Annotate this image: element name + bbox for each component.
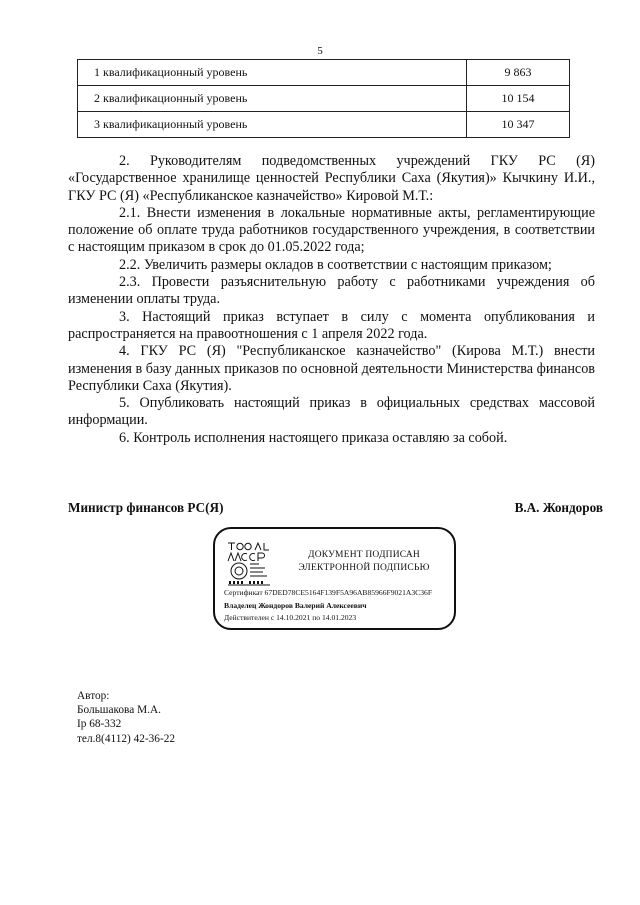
- paragraph-2: 2. Руководителям подведомственных учреждений ГКУ РС (Я) «Государственное хранилище ценностей Республики Саха (Якутия)» Кычкину И.И., ГКУ РС (Я) «Республиканское казначейство» Кировой М.Т.:: [68, 153, 595, 204]
- stamp-owner: Владелец Жондоров Валерий Алексеевич: [224, 600, 367, 610]
- author-phone-ext: Ip 68-332: [77, 718, 122, 731]
- page-number: 5: [317, 45, 323, 57]
- table-row: [78, 60, 570, 86]
- anniversary-logo-icon: [225, 538, 273, 588]
- paragraph-4: 4. ГКУ РС (Я) "Республиканское казначейство" (Кирова М.Т.) внести изменения в базу данных приказов по основной деятельности Министерства финансов Республики Саха (Якутия).: [68, 343, 595, 394]
- stamp-heading-line-1: ДОКУМЕНТ ПОДПИСАН: [308, 550, 420, 560]
- stamp-details: [224, 587, 456, 625]
- signatory-position: Министр финансов РС(Я): [68, 500, 224, 515]
- author-block: [77, 689, 175, 746]
- signature-row: [68, 500, 603, 516]
- table-cell-level: 1 квалификационный уровень: [78, 60, 467, 86]
- table-cell-level: 3 квалификационный уровень: [78, 112, 467, 138]
- paragraph-6: 6. Контроль исполнения настоящего приказа оставляю за собой.: [119, 429, 508, 446]
- author-label: Автор:: [77, 690, 110, 702]
- order-body: [68, 153, 595, 447]
- paragraph-3: 3. Настоящий приказ вступает в силу с момента опубликования и распространяется на правоотношения с 1 апреля 2022 года.: [68, 308, 595, 342]
- electronic-signature-stamp: [213, 527, 456, 630]
- table-row: [78, 86, 570, 112]
- paragraph-2-3: 2.3. Провести разъяснительную работу с работниками учреждения об изменении оплаты труда.: [68, 274, 595, 308]
- signatory-name: В.А. Жондоров: [514, 500, 603, 515]
- stamp-certificate: Сертификат 67DED78CE5164F139F5A96AB85966F9021A3C36F: [224, 588, 433, 597]
- stamp-validity: Действителен с 14.10.2021 по 14.01.2023: [224, 613, 357, 622]
- author-phone: тел.8(4112) 42-36-22: [77, 732, 175, 745]
- table-cell-level: 2 квалификационный уровень: [78, 86, 467, 112]
- table-row: [78, 112, 570, 138]
- stamp-heading-line-2: ЭЛЕКТРОННОЙ ПОДПИСЬЮ: [298, 562, 430, 573]
- salary-table: [77, 59, 570, 138]
- table-cell-amount: 10 154: [467, 86, 570, 112]
- paragraph-2-1: 2.1. Внести изменения в локальные нормативные акты, регламентирующие положение об оплате труда работников государственного учреждения, в соответствии с настоящим приказом в срок до 01.05.2022 года;: [68, 204, 595, 256]
- table-cell-amount: 9 863: [467, 60, 570, 86]
- table-cell-amount: 10 347: [467, 112, 570, 138]
- paragraph-2-2: 2.2. Увеличить размеры окладов в соответствии с настоящим приказом;: [119, 256, 552, 273]
- stamp-heading: [291, 549, 437, 574]
- paragraph-5: 5. Опубликовать настоящий приказ в официальных средствах массовой информации.: [68, 395, 595, 429]
- author-name: Большакова М.А.: [77, 704, 161, 717]
